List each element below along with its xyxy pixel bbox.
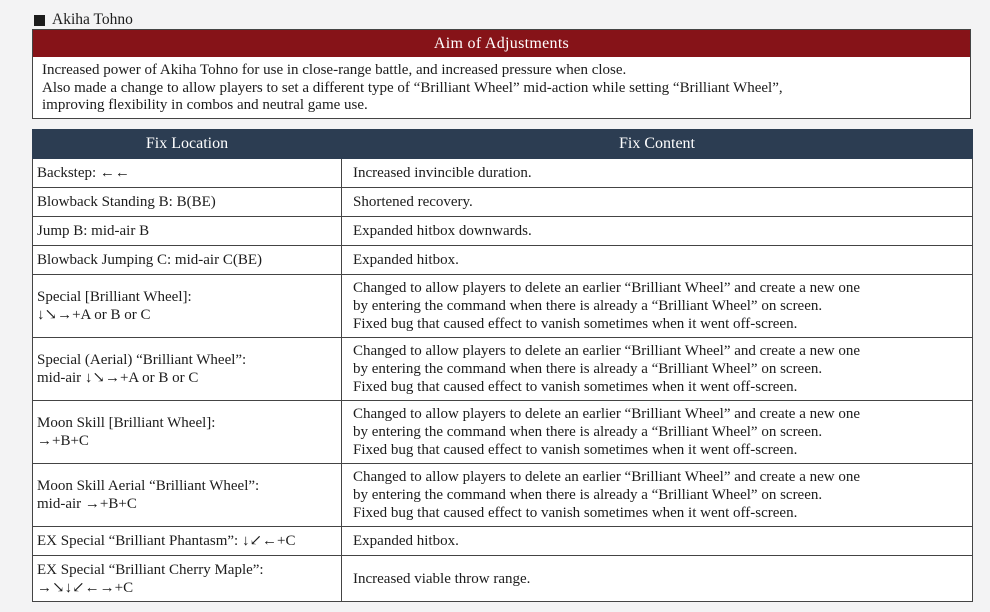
- fix-content-cell: [342, 401, 973, 464]
- fix-content-cell: [342, 159, 973, 188]
- location-command: mid-air ↓↘→+A or B or C: [37, 370, 199, 386]
- table-row: [33, 275, 973, 338]
- content-text: by entering the command when there is already a “Brilliant Wheel” on screen.: [353, 487, 823, 503]
- aim-of-adjustments-box: [32, 29, 971, 119]
- content-text: Changed to allow players to delete an earlier “Brilliant Wheel” and create a new one: [353, 280, 860, 296]
- fix-location-cell: [33, 188, 342, 217]
- character-heading: [34, 10, 133, 30]
- content-text: by entering the command when there is already a “Brilliant Wheel” on screen.: [353, 424, 823, 440]
- table-row: [33, 217, 973, 246]
- content-text: Fixed bug that caused effect to vanish sometimes when it went off-screen.: [353, 505, 798, 521]
- fix-content-header: Fix Content: [342, 130, 973, 159]
- location-text: Special [Brilliant Wheel]:: [37, 289, 192, 305]
- fix-content-cell: [342, 338, 973, 401]
- table-row: [33, 159, 973, 188]
- location-text: EX Special “Brilliant Cherry Maple”:: [37, 561, 264, 578]
- location-text: Special (Aerial) “Brilliant Wheel”:: [37, 352, 247, 368]
- content-text: Shortened recovery.: [353, 194, 473, 210]
- fix-content-cell: [342, 188, 973, 217]
- fix-location-cell: [33, 556, 342, 602]
- location-command: →↘↓↙←→+C: [37, 579, 134, 596]
- content-text: by entering the command when there is already a “Brilliant Wheel” on screen.: [353, 361, 823, 377]
- square-bullet-icon: [34, 15, 45, 26]
- character-name: Akiha Tohno: [52, 11, 133, 28]
- fix-location-cell: [33, 338, 342, 401]
- location-text: Moon Skill [Brilliant Wheel]:: [37, 415, 216, 431]
- table-row: [33, 401, 973, 464]
- fix-table-header-row: [33, 130, 973, 159]
- content-text: Fixed bug that caused effect to vanish sometimes when it went off-screen.: [353, 442, 798, 458]
- fix-content-cell: [342, 527, 973, 556]
- fix-location-cell: [33, 275, 342, 338]
- location-command: mid-air →+B+C: [37, 496, 137, 512]
- location-text: Blowback Jumping C: mid-air C(BE): [37, 252, 262, 268]
- content-text: Expanded hitbox.: [353, 533, 459, 549]
- fix-content-cell: [342, 275, 973, 338]
- fix-location-cell: [33, 401, 342, 464]
- fix-content-cell: [342, 217, 973, 246]
- aim-line: Also made a change to allow players to set a different type of “Brilliant Wheel” mid-action while setting “Brilliant Wheel”,: [42, 79, 783, 96]
- content-text: Increased invincible duration.: [353, 165, 532, 181]
- fix-content-cell: [342, 556, 973, 602]
- content-text: Expanded hitbox downwards.: [353, 223, 532, 239]
- fix-location-cell: [33, 527, 342, 556]
- content-text: Changed to allow players to delete an earlier “Brilliant Wheel” and create a new one: [353, 343, 860, 359]
- table-row: [33, 556, 973, 602]
- content-text: Fixed bug that caused effect to vanish sometimes when it went off-screen.: [353, 316, 798, 332]
- aim-line: Increased power of Akiha Tohno for use in close-range battle, and increased pressure when close.: [42, 62, 627, 78]
- location-text: Moon Skill Aerial “Brilliant Wheel”:: [37, 478, 260, 494]
- aim-line: improving flexibility in combos and neutral game use.: [42, 97, 368, 113]
- content-text: Expanded hitbox.: [353, 252, 459, 268]
- table-row: [33, 338, 973, 401]
- fix-location-cell: [33, 159, 342, 188]
- fix-location-cell: [33, 217, 342, 246]
- location-text: EX Special “Brilliant Phantasm”: ↓↙←+C: [37, 533, 296, 549]
- table-row: [33, 527, 973, 556]
- fix-location-cell: [33, 464, 342, 527]
- table-row: [33, 464, 973, 527]
- content-text: Changed to allow players to delete an earlier “Brilliant Wheel” and create a new one: [353, 406, 860, 422]
- aim-header: Aim of Adjustments: [33, 30, 970, 57]
- location-text: Blowback Standing B: B(BE): [37, 194, 216, 210]
- location-command: →+B+C: [37, 433, 89, 449]
- content-text: Changed to allow players to delete an earlier “Brilliant Wheel” and create a new one: [353, 469, 860, 485]
- location-text: Backstep: ←←: [37, 165, 130, 181]
- location-command: ↓↘→+A or B or C: [37, 307, 151, 323]
- content-text: by entering the command when there is already a “Brilliant Wheel” on screen.: [353, 298, 823, 314]
- fix-content-cell: [342, 246, 973, 275]
- content-text: Increased viable throw range.: [353, 570, 531, 587]
- fix-location-cell: [33, 246, 342, 275]
- fix-location-header: Fix Location: [33, 130, 342, 159]
- aim-body: [33, 57, 970, 118]
- table-row: [33, 188, 973, 217]
- content-text: Fixed bug that caused effect to vanish sometimes when it went off-screen.: [353, 379, 798, 395]
- location-text: Jump B: mid-air B: [37, 223, 150, 239]
- table-row: [33, 246, 973, 275]
- fix-content-cell: [342, 464, 973, 527]
- fix-table: [32, 129, 973, 602]
